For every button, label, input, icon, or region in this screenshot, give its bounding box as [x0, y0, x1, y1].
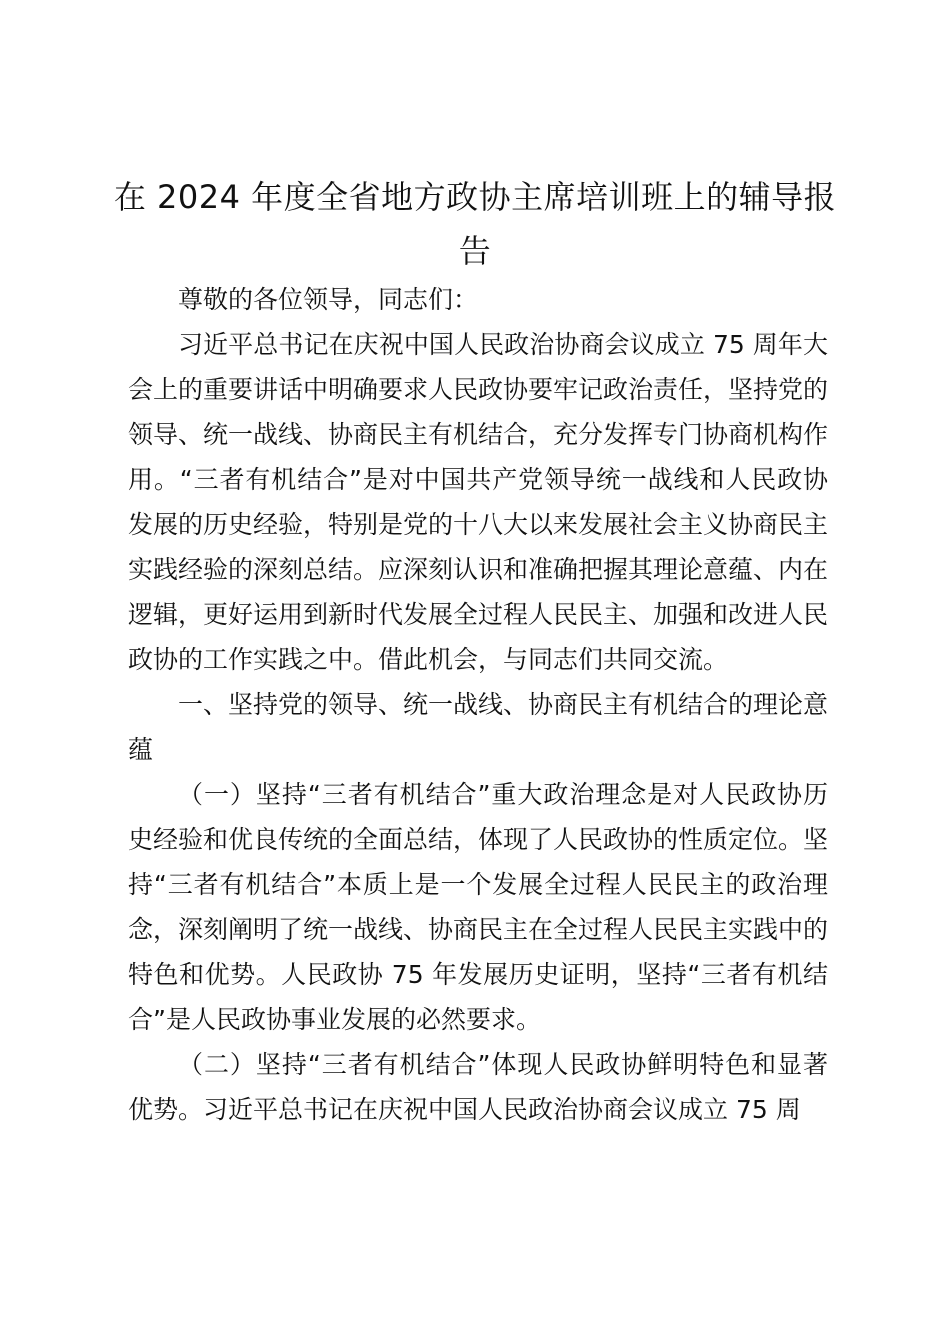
section-heading-1: 一、坚持党的领导、统一战线、协商民主有机结合的理论意蕴 — [128, 690, 829, 764]
salutation-paragraph: 尊敬的各位领导，同志们： — [178, 285, 479, 314]
document-body — [128, 277, 828, 1132]
document-title: 在 2024 年度全省地方政协主席培训班上的辅导报告 — [113, 178, 837, 270]
subsection-paragraph-1: （一）坚持“三者有机结合”重大政治理念是对人民政协历史经验和优良传统的全面总结，体现了人民政协的性质定位。坚持“三者有机结合”本质上是一个发展全过程人民民主的政治理念，深刻阐明了统一战线、协商民主在全过程人民民主实践中的特色和优势。人民政协 75 年发展历史证明，坚持“三者有机结合”是人民政协事业发展的必然要求。 — [128, 780, 829, 1034]
intro-paragraph: 习近平总书记在庆祝中国人民政治协商会议成立 75 周年大会上的重要讲话中明确要求人民政协要牢记政治责任，坚持党的领导、统一战线、协商民主有机结合，充分发挥专门协商机构作用。“三者有机结合”是对中国共产党领导统一战线和人民政协发展的历史经验，特别是党的十八大以来发展社会主义协商民主实践经验的深刻总结。应深刻认识和准确把握其理论意蕴、内在逻辑，更好运用到新时代发展全过程人民民主、加强和改进人民政协的工作实践之中。借此机会，与同志们共同交流。 — [128, 330, 829, 674]
subsection-paragraph-2: （二）坚持“三者有机结合”体现人民政协鲜明特色和显著优势。习近平总书记在庆祝中国人民政治协商会议成立 75 周 — [128, 1050, 828, 1124]
